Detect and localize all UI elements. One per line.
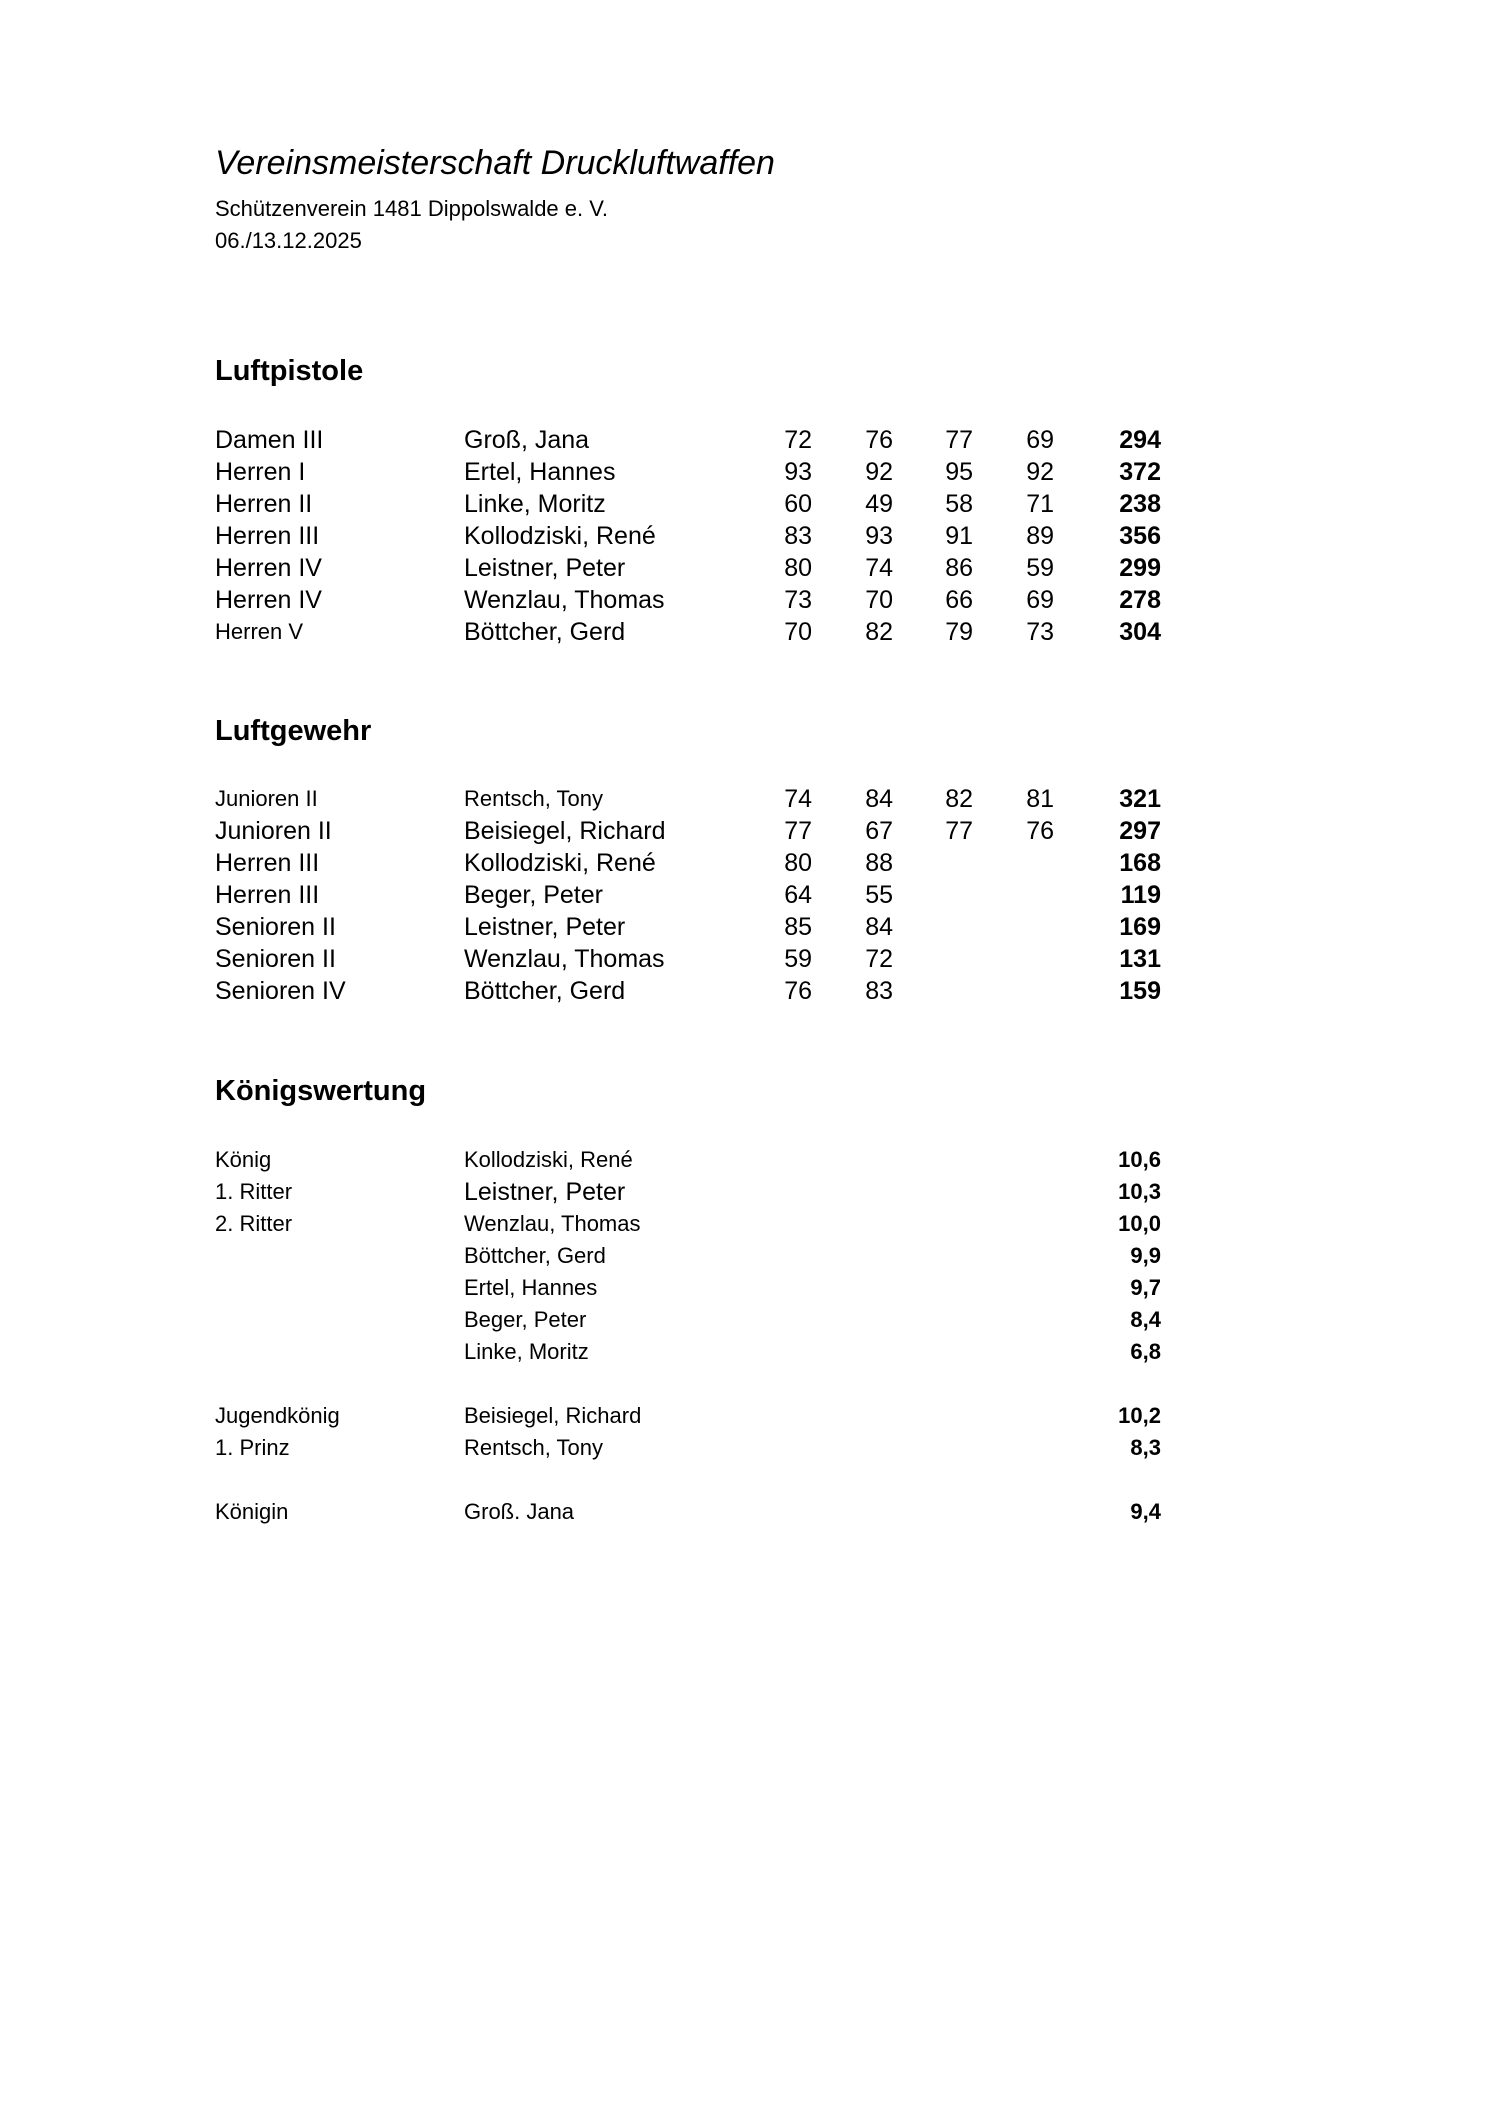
total-cell: 297 [1119, 817, 1161, 845]
series-1-cell: 73 [784, 586, 812, 614]
name-cell: Beisiegel, Richard [464, 817, 666, 845]
category-cell: Herren IV [215, 586, 322, 614]
rank-title-cell: König [215, 1147, 272, 1172]
category-cell: Herren III [215, 522, 320, 550]
series-1-cell: 85 [784, 913, 812, 941]
series-1-cell: 93 [784, 458, 812, 486]
series-1-cell: 70 [784, 618, 812, 646]
total-cell: 294 [1119, 426, 1161, 454]
score-cell: 8,3 [1130, 1435, 1161, 1460]
table-row [0, 847, 1488, 879]
table-row [0, 552, 1488, 584]
total-cell: 238 [1119, 490, 1161, 518]
table-row [0, 520, 1488, 552]
category-cell: Junioren II [215, 817, 332, 845]
series-1-cell: 60 [784, 490, 812, 518]
series-4-cell: 92 [1026, 458, 1054, 486]
name-cell: Wenzlau, Thomas [464, 945, 665, 973]
name-cell: Beger, Peter [464, 1307, 587, 1332]
series-2-cell: 49 [865, 490, 893, 518]
ranking-row [0, 1336, 1488, 1368]
name-cell: Böttcher, Gerd [464, 1243, 606, 1268]
total-cell: 159 [1119, 977, 1161, 1005]
table-row [0, 879, 1488, 911]
ranking-row [0, 1240, 1488, 1272]
series-4-cell: 81 [1026, 785, 1054, 813]
name-cell: Linke, Moritz [464, 1339, 589, 1364]
series-2-cell: 55 [865, 881, 893, 909]
series-3-cell: 95 [945, 458, 973, 486]
series-2-cell: 82 [865, 618, 893, 646]
series-3-cell: 82 [945, 785, 973, 813]
series-2-cell: 93 [865, 522, 893, 550]
table-row [0, 456, 1488, 488]
event-date: 06./13.12.2025 [215, 228, 362, 253]
category-cell: Herren III [215, 849, 320, 877]
series-4-cell: 76 [1026, 817, 1054, 845]
score-cell: 10,0 [1118, 1211, 1161, 1236]
total-cell: 299 [1119, 554, 1161, 582]
series-3-cell: 86 [945, 554, 973, 582]
score-cell: 10,2 [1118, 1403, 1161, 1428]
section-title-koenigswertung: Königswertung [215, 1075, 427, 1107]
name-cell: Kollodziski, René [464, 522, 656, 550]
series-1-cell: 83 [784, 522, 812, 550]
table-row [0, 783, 1488, 815]
ranking-row [0, 1176, 1488, 1208]
name-cell: Böttcher, Gerd [464, 977, 626, 1005]
series-2-cell: 70 [865, 586, 893, 614]
series-2-cell: 76 [865, 426, 893, 454]
score-cell: 9,4 [1130, 1499, 1161, 1524]
name-cell: Wenzlau, Thomas [464, 586, 665, 614]
series-1-cell: 80 [784, 554, 812, 582]
ranking-row [0, 1144, 1488, 1176]
series-1-cell: 64 [784, 881, 812, 909]
series-2-cell: 84 [865, 785, 893, 813]
rank-title-cell: Königin [215, 1499, 289, 1524]
series-3-cell: 79 [945, 618, 973, 646]
series-1-cell: 74 [784, 785, 812, 813]
category-cell: Herren I [215, 458, 306, 486]
rank-title-cell: 1. Prinz [215, 1435, 290, 1460]
category-cell: Herren III [215, 881, 320, 909]
total-cell: 372 [1119, 458, 1161, 486]
name-cell: Kollodziski, René [464, 1147, 633, 1172]
category-cell: Senioren II [215, 945, 336, 973]
score-cell: 9,9 [1130, 1243, 1161, 1268]
category-cell: Senioren II [215, 913, 336, 941]
series-2-cell: 92 [865, 458, 893, 486]
series-1-cell: 72 [784, 426, 812, 454]
score-cell: 10,3 [1118, 1179, 1161, 1204]
series-1-cell: 80 [784, 849, 812, 877]
name-cell: Leistner, Peter [464, 913, 626, 941]
ranking-row [0, 1272, 1488, 1304]
name-cell: Beisiegel, Richard [464, 1403, 642, 1428]
name-cell: Böttcher, Gerd [464, 618, 626, 646]
category-cell: Junioren II [215, 786, 318, 811]
total-cell: 304 [1119, 618, 1161, 646]
name-cell: Groß. Jana [464, 1499, 575, 1524]
score-cell: 8,4 [1130, 1307, 1161, 1332]
series-1-cell: 77 [784, 817, 812, 845]
table-row [0, 616, 1488, 648]
name-cell: Linke, Moritz [464, 490, 606, 518]
series-2-cell: 74 [865, 554, 893, 582]
series-4-cell: 59 [1026, 554, 1054, 582]
rank-title-cell: 2. Ritter [215, 1211, 293, 1236]
series-2-cell: 67 [865, 817, 893, 845]
series-3-cell: 77 [945, 817, 973, 845]
name-cell: Leistner, Peter [464, 1178, 626, 1206]
name-cell: Kollodziski, René [464, 849, 656, 877]
club-name: Schützenverein 1481 Dippolswalde e. V. [215, 196, 609, 221]
table-row [0, 943, 1488, 975]
series-2-cell: 88 [865, 849, 893, 877]
score-cell: 10,6 [1118, 1147, 1161, 1172]
category-cell: Herren V [215, 619, 304, 644]
rank-title-cell: 1. Ritter [215, 1179, 293, 1204]
category-cell: Damen III [215, 426, 324, 454]
category-cell: Senioren IV [215, 977, 346, 1005]
name-cell: Ertel, Hannes [464, 1275, 598, 1300]
total-cell: 321 [1119, 785, 1161, 813]
score-cell: 9,7 [1130, 1275, 1161, 1300]
section-title-luftpistole: Luftpistole [215, 355, 364, 387]
name-cell: Leistner, Peter [464, 554, 626, 582]
total-cell: 131 [1119, 945, 1161, 973]
total-cell: 168 [1119, 849, 1161, 877]
series-3-cell: 77 [945, 426, 973, 454]
ranking-row [0, 1400, 1488, 1432]
total-cell: 169 [1119, 913, 1161, 941]
table-row [0, 488, 1488, 520]
ranking-row [0, 1304, 1488, 1336]
series-2-cell: 72 [865, 945, 893, 973]
table-row [0, 584, 1488, 616]
series-4-cell: 71 [1026, 490, 1054, 518]
name-cell: Ertel, Hannes [464, 458, 616, 486]
series-4-cell: 89 [1026, 522, 1054, 550]
series-3-cell: 66 [945, 586, 973, 614]
table-row [0, 975, 1488, 1007]
ranking-row [0, 1208, 1488, 1240]
series-3-cell: 58 [945, 490, 973, 518]
category-cell: Herren II [215, 490, 313, 518]
total-cell: 119 [1120, 881, 1161, 909]
name-cell: Rentsch, Tony [464, 1435, 604, 1460]
ranking-row [0, 1432, 1488, 1464]
ranking-row [0, 1496, 1488, 1528]
name-cell: Groß, Jana [464, 426, 590, 454]
total-cell: 356 [1119, 522, 1161, 550]
table-row [0, 815, 1488, 847]
table-row [0, 424, 1488, 456]
series-4-cell: 69 [1026, 586, 1054, 614]
series-2-cell: 84 [865, 913, 893, 941]
document-title: Vereinsmeisterschaft Druckluftwaffen [215, 144, 775, 182]
name-cell: Rentsch, Tony [464, 786, 604, 811]
table-row [0, 911, 1488, 943]
category-cell: Herren IV [215, 554, 322, 582]
name-cell: Beger, Peter [464, 881, 603, 909]
series-4-cell: 69 [1026, 426, 1054, 454]
rank-title-cell: Jugendkönig [215, 1403, 340, 1428]
series-1-cell: 59 [784, 945, 812, 973]
series-3-cell: 91 [945, 522, 973, 550]
series-4-cell: 73 [1026, 618, 1054, 646]
total-cell: 278 [1119, 586, 1161, 614]
section-title-luftgewehr: Luftgewehr [215, 715, 372, 747]
series-2-cell: 83 [865, 977, 893, 1005]
score-cell: 6,8 [1130, 1339, 1161, 1364]
name-cell: Wenzlau, Thomas [464, 1211, 641, 1236]
series-1-cell: 76 [784, 977, 812, 1005]
